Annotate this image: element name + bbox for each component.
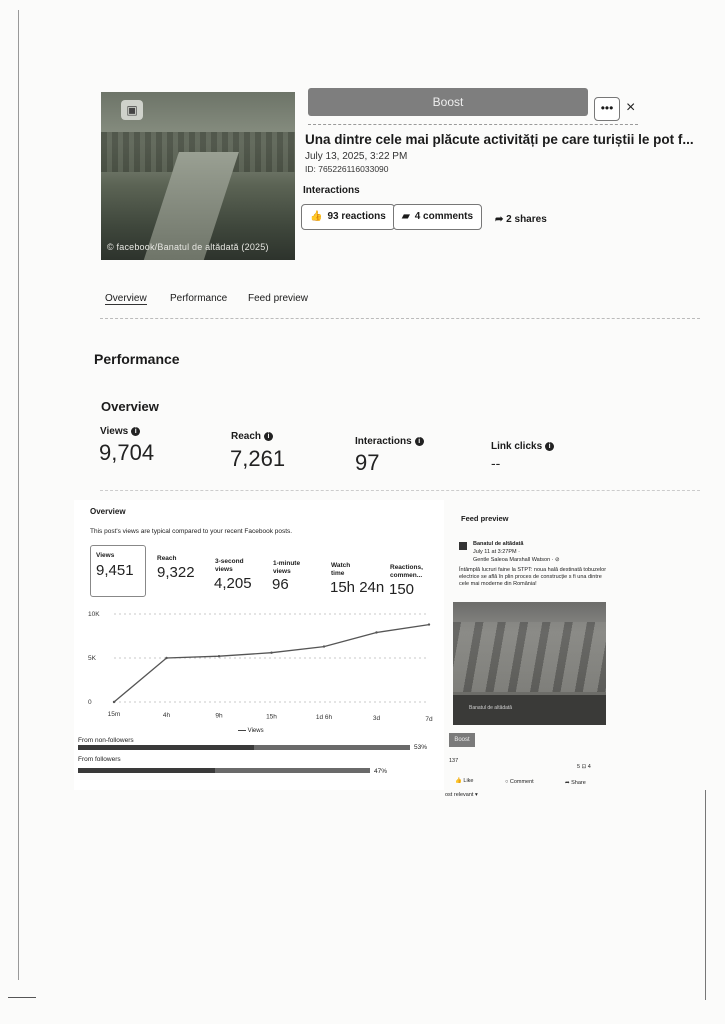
reactions-button[interactable] xyxy=(301,204,395,230)
lower-views-value: 9,451 xyxy=(96,562,134,579)
lower-reactions-value: 150 xyxy=(389,581,415,598)
data-point xyxy=(113,701,115,703)
metric-views-value: 9,704 xyxy=(99,440,155,465)
share-icon: ➦ xyxy=(495,214,504,225)
post-image[interactable] xyxy=(453,602,606,725)
data-point xyxy=(165,657,167,659)
performance-heading: Performance xyxy=(94,351,180,367)
info-icon[interactable]: i xyxy=(415,437,424,446)
tab-overview[interactable]: Overview xyxy=(105,293,147,304)
x-tick-label: 15h xyxy=(266,713,277,721)
like-button[interactable]: 👍 Like xyxy=(455,778,474,784)
comment-icon: ○ xyxy=(505,779,509,785)
metric-views-label: Views i xyxy=(100,426,140,437)
feed-boost-button[interactable]: Boost xyxy=(449,733,475,747)
non-followers-bar xyxy=(78,745,410,750)
post-time: July 11 at 3:27PM · xyxy=(473,549,520,555)
post-id: ID: 765226116033090 xyxy=(305,164,389,174)
lower-1m-views-label: 1-minute views xyxy=(273,560,301,575)
metric-interactions-value: 97 xyxy=(355,450,380,475)
image-caption-band xyxy=(453,695,606,725)
x-tick-label: 4h xyxy=(162,711,171,719)
share-button[interactable]: ➦ Share xyxy=(565,780,586,786)
overview-heading: Overview xyxy=(101,399,159,414)
info-icon[interactable]: i xyxy=(264,432,273,441)
metric-link-clicks-value: -- xyxy=(491,455,501,471)
lower-views-label: Views xyxy=(96,552,115,559)
data-point xyxy=(375,631,377,633)
lower-1m-views-value: 96 xyxy=(272,576,289,593)
data-point xyxy=(428,623,430,625)
image-caption: Banatul de altădată xyxy=(469,705,513,711)
x-tick-label: 1d 6h xyxy=(315,714,333,722)
x-tick-label: 3d xyxy=(372,715,381,722)
legend-line-icon xyxy=(238,730,246,731)
followers-bar xyxy=(78,768,370,773)
chart-legend xyxy=(238,728,264,734)
post-date: July 13, 2025, 3:22 PM xyxy=(305,151,408,162)
comments-button[interactable] xyxy=(393,204,482,230)
divider xyxy=(308,124,638,125)
lower-watch-time-label: Watch time xyxy=(331,562,351,577)
shares-label: 2 shares xyxy=(506,214,547,225)
data-point xyxy=(218,655,220,657)
sort-relevant[interactable]: ost relevant ▾ xyxy=(445,792,478,798)
lower-reactions-label: Reactions, commen... xyxy=(390,564,423,579)
views-series-line xyxy=(114,625,429,702)
lower-reach-label: Reach xyxy=(157,555,177,562)
post-title: Una dintre cele mai plăcute activități pe care turiștii le pot f... xyxy=(305,132,694,147)
chart-y-ticks xyxy=(88,611,100,706)
followers-pct: 47% xyxy=(374,768,388,775)
lower-watch-time-value: 15h 24n xyxy=(330,579,385,596)
close-icon[interactable]: × xyxy=(626,99,636,116)
comment-icon: ▰ xyxy=(402,211,410,222)
legend-label: Views xyxy=(247,728,264,734)
chart-x-ticks xyxy=(108,711,433,723)
thumbs-up-icon: 👍 xyxy=(310,211,323,222)
reaction-count: 137 xyxy=(449,758,459,764)
metric-reach-label: Reach i xyxy=(231,431,273,442)
y-tick-label: 5K xyxy=(88,655,96,662)
y-tick-label: 10K xyxy=(88,611,100,618)
metric-interactions-label: Interactions i xyxy=(355,436,424,447)
reactions-label: 93 reactions xyxy=(327,211,386,222)
shares-button[interactable] xyxy=(495,214,547,225)
interactions-heading: Interactions xyxy=(303,185,360,196)
comment-button[interactable]: ○ Comment xyxy=(505,779,534,785)
lower-reach-value: 9,322 xyxy=(157,564,195,581)
metric-link-clicks-label: Link clicks i xyxy=(491,441,554,452)
comment-count: 5 ⊡ 4 xyxy=(577,764,591,770)
page-avatar xyxy=(459,542,467,550)
non-followers-label: From non-followers xyxy=(78,737,134,744)
non-followers-fill xyxy=(78,745,254,750)
like-icon: 👍 xyxy=(455,778,462,784)
info-icon[interactable]: i xyxy=(545,442,554,451)
chart-grid xyxy=(114,614,429,702)
page-name: Banatul de altădată xyxy=(473,541,524,547)
thumbnail-caption: © facebook/Banatul de altădată (2025) xyxy=(107,242,269,252)
divider xyxy=(100,318,700,319)
divider xyxy=(100,490,700,491)
video-icon: ▣ xyxy=(121,100,143,120)
overview-note: This post's views are typical compared to your recent Facebook posts. xyxy=(90,528,293,535)
image-rows xyxy=(453,622,606,692)
card-overview-heading: Overview xyxy=(90,507,126,516)
lower-3s-views-label: 3-second views xyxy=(215,558,244,573)
feed-preview xyxy=(445,508,613,798)
metric-reach-value: 7,261 xyxy=(230,446,286,471)
followers-label: From followers xyxy=(78,756,121,763)
views-chart xyxy=(74,604,444,744)
followers-fill xyxy=(78,768,215,773)
y-tick-label: 0 xyxy=(88,699,92,706)
x-tick-label: 15m xyxy=(107,711,121,718)
post-tags: Gentle Saleoa Marshall Watson · ⊘ xyxy=(473,557,560,563)
tab-performance[interactable]: Performance xyxy=(170,293,228,304)
data-point xyxy=(270,652,272,654)
boost-button[interactable]: Boost xyxy=(308,88,588,116)
more-options-button[interactable]: ••• xyxy=(594,97,620,121)
feed-preview-heading: Feed preview xyxy=(461,514,509,523)
info-icon[interactable]: i xyxy=(131,427,140,436)
post-text: Întâmplă lucruri faine la STPT: noua hală destinată tobuzelor electrice se află în plin proces de construcție s fi una dintre cele mai moderne din România! xyxy=(459,567,607,587)
x-tick-label: 7d xyxy=(425,715,433,723)
share-icon: ➦ xyxy=(565,780,570,786)
post-thumbnail[interactable] xyxy=(101,92,295,260)
lower-3s-views-value: 4,205 xyxy=(214,575,252,592)
data-point xyxy=(323,645,325,647)
tab-feed-preview[interactable]: Feed preview xyxy=(248,293,309,304)
overview-card xyxy=(74,500,444,790)
x-tick-label: 9h xyxy=(215,712,223,720)
comments-label: 4 comments xyxy=(414,211,474,222)
non-followers-pct: 53% xyxy=(414,744,428,751)
